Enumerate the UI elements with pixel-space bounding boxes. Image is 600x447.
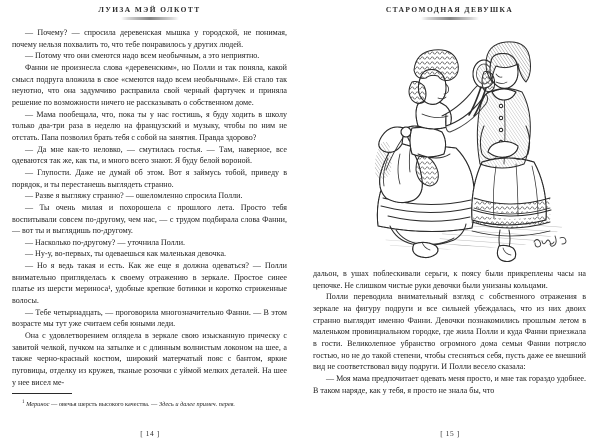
right-running-head-divider	[421, 17, 479, 20]
right-running-head: СТАРОМОДНАЯ ДЕВУШКА	[385, 5, 514, 14]
footnote-text	[12, 398, 287, 409]
paragraph: — Тебе четырнадцать, — проговорила многозначительно Фанни. — В этом возрасте мы тут уже считаем себя юными леди.	[12, 307, 287, 329]
footnote-term: Меринос	[26, 401, 50, 409]
paragraph: Фанни не произнесла слова «деревенским», но Полли и так поняла, какой смысл подруга вложила в свое «смеются надо всем необычным». Ей стало так неуютно, что она задумчиво расправила свой черный фартучек и приняла решение по возможности ничего не рассказывать о собственном доме.	[12, 62, 287, 107]
paragraph: — Разве я выгляжу странно? — ошеломленно спросила Полли.	[25, 191, 243, 201]
paragraph: Полли переводила внимательный взгляд с собственного отражения в зеркале на фигуру подруги и все сильней убеждалась, что из них двоих странно выглядит именно Фанни. Девочки познакомились прошлым летом в маленьком провинциальном городке, где жила Полли и куда Фанни приезжала в гости. Великолепное убранство огромного дома семьи Фанни потрясло гостью, но не до такой степени, чтобы стесняться себя, пусть даже ее внешний вид не соответствовал виду подруги. И Полли весело сказала:	[313, 292, 586, 372]
paragraph: Она с удовлетворением оглядела в зеркале свою изысканную прическу с завитой челкой, пучком на затылке и с длинным волнистым локоном на шее, а также черно-красный костюм, широкий матерчатый пояс с бантом, яркие пуговицы, отделку из кружев, тканые розочки с уймой мелких деталей. На шее у нее висел ме-	[12, 331, 287, 387]
paragraph: — Да мне как-то неловко, — смутилась гостья. — Там, наверное, все одеваются так же, как ты, и много всего знают. Я буду белой вороной.	[12, 144, 287, 166]
footnote-block	[12, 393, 287, 409]
right-folio: [ 15 ]	[440, 429, 460, 438]
paragraph: — Насколько по-другому? — уточнила Полли.	[25, 237, 186, 247]
left-folio: [ 14 ]	[140, 429, 160, 438]
chapter-illustration	[326, 30, 574, 262]
left-running-head: ЛУИЗА МЭЙ ОЛКОТТ	[98, 5, 201, 14]
paragraph: — Потому что они смеются надо всем необычным, а это неприятно.	[25, 51, 260, 61]
paragraph: — Но я ведь такая и есть. Как же еще я должна одеваться? — Полли внимательно пригляделась к своему отражению в зеркале. Простое синее платье из шерсти мериноса¹, удобные крепкие ботинки и коротко стриженные волосы.	[12, 261, 287, 306]
paragraph: — Почему? — спросила деревенская мышка у городской, не понимая, почему нельзя похвалить то, что тебе понравилось у других людей.	[12, 28, 287, 49]
paragraph: — Глупости. Даже не думай об этом. Вот я займусь тобой, приведу в порядок, и ты перестанешь выглядеть странно.	[12, 167, 287, 189]
right-page-body	[313, 268, 586, 396]
paragraph: — Ну-у, во-первых, ты одеваешься как маленькая девочка.	[25, 249, 227, 259]
footnote-marker: 1	[22, 400, 25, 406]
two-girls-with-mirror-engraving	[326, 30, 574, 262]
left-running-head-divider	[121, 17, 179, 20]
left-page-body	[12, 27, 287, 388]
footnote-source: Здесь и далее примеч. перев.	[158, 401, 235, 409]
paragraph: — Мама пообещала, что, пока ты у нас гостишь, я буду ходить в школу только два-три раза в неделю на французский и музыку, чтобы по ним не отстать. Папа позволил брать тебя с собой на занятия. Правда здорово?	[12, 109, 287, 142]
right-page	[300, 0, 600, 447]
footnote-divider	[12, 393, 72, 394]
paragraph: — Ты очень милая и похорошела с прошлого лета. Просто тебя воспитывали совсем по-другому, чем нас, — с трудом подбирала слова Фанни, — вот ты и выглядишь по-другому.	[12, 202, 287, 236]
footnote-definition: — овечья шерсть высокого качества. —	[49, 401, 159, 409]
paragraph: дальон, в ушах поблескивали серьги, к поясу были прикреплены часы на цепочке. Не слишком чистые руки девочки были унизаны кольцами.	[313, 269, 586, 290]
paragraph: — Моя мама предпочитает одевать меня просто, и мне так гораздо удобнее. В таком наряде, как у тебя, я просто не знала бы, что	[313, 373, 586, 395]
